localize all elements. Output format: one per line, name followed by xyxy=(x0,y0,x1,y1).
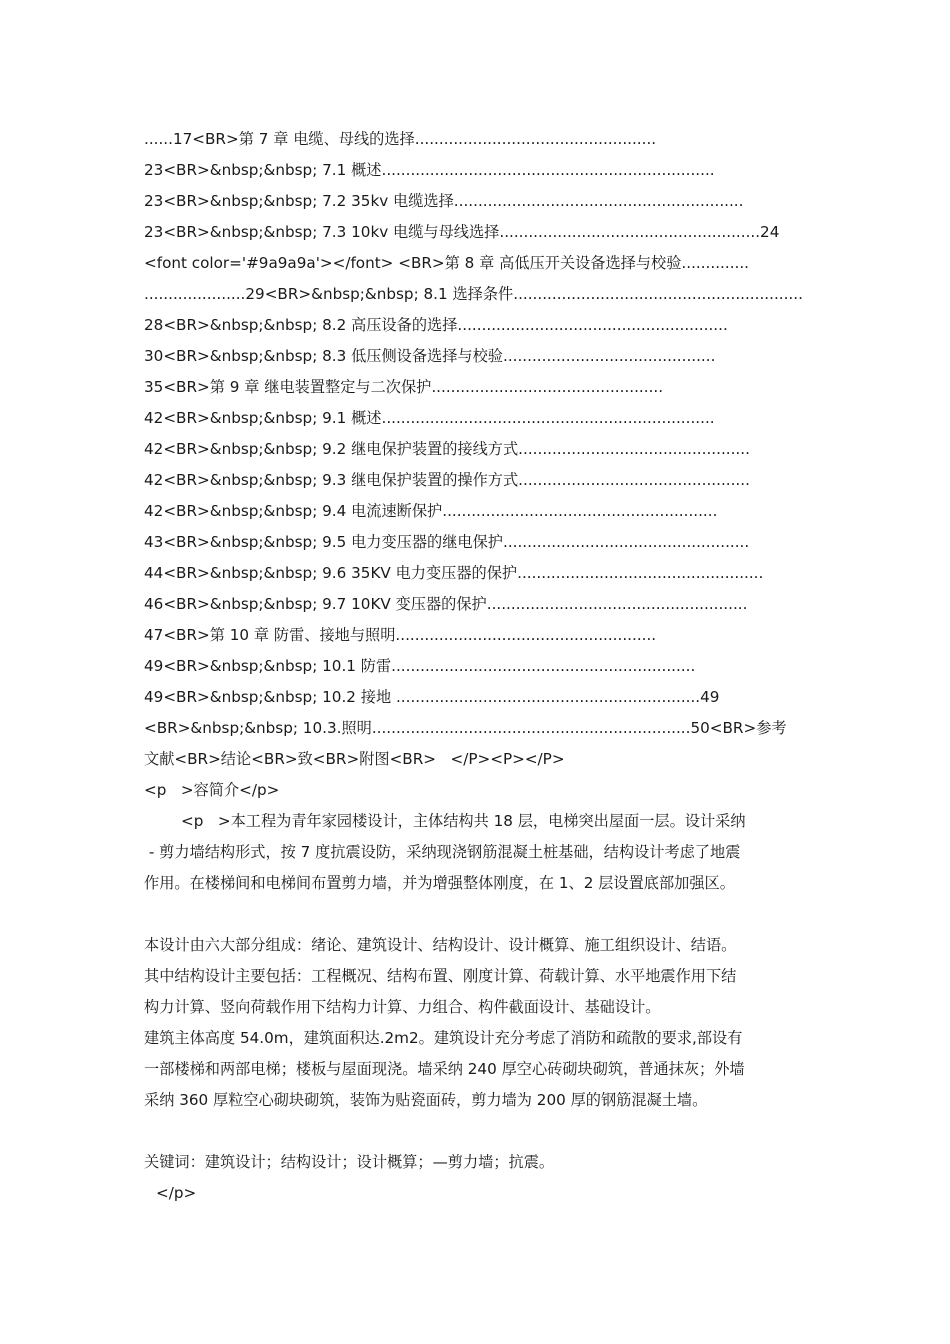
toc-line: 23<BR>&nbsp;&nbsp; 7.1 概述..................................................................... xyxy=(144,161,715,179)
toc-line: 46<BR>&nbsp;&nbsp; 9.7 10KV 变压器的保护...................................................... xyxy=(144,595,748,613)
body-line: 建筑主体高度 54.0m，建筑面积达.2m2。建筑设计充分考虑了消防和疏散的要求,部设有 xyxy=(144,1029,743,1047)
toc-line: 49<BR>&nbsp;&nbsp; 10.2 接地 ...............................................................49 xyxy=(144,688,720,706)
toc-line: .....................29<BR>&nbsp;&nbsp; 8.1 选择条件............................................................ xyxy=(144,285,803,303)
toc-line: <font color='#9a9a9a'></font> <BR>第 8 章 高低压开关设备选择与校验.............. xyxy=(144,254,750,272)
toc-line: 28<BR>&nbsp;&nbsp; 8.2 高压设备的选择........................................................ xyxy=(144,316,728,334)
closing-tag: </p> xyxy=(156,1184,197,1202)
toc-line: 43<BR>&nbsp;&nbsp; 9.5 电力变压器的继电保护................................................... xyxy=(144,533,750,551)
toc-line: 23<BR>&nbsp;&nbsp; 7.3 10kv 电缆与母线选择......................................................24 xyxy=(144,223,780,241)
abstract-line: 作用。在楼梯间和电梯间布置剪力墙，并为增强整体刚度，在 1、2 层设置底部加强区。 xyxy=(144,874,735,892)
toc-line: <BR>&nbsp;&nbsp; 10.3.照明..................................................................50<BR>参考 xyxy=(144,719,787,737)
toc-line: 42<BR>&nbsp;&nbsp; 9.3 继电保护装置的操作方式................................................ xyxy=(144,471,750,489)
body-line: 构力计算、竖向荷载作用下结构力计算、力组合、构件截面设计、基础设计。 xyxy=(144,998,661,1016)
toc-line: 47<BR>第 10 章 防雷、接地与照明...................................................... xyxy=(144,626,657,644)
body-line: 本设计由六大部分组成：绪论、建筑设计、结构设计、设计概算、施工组织设计、结语。 xyxy=(144,936,737,954)
toc-line: 30<BR>&nbsp;&nbsp; 8.3 低压侧设备选择与校验............................................ xyxy=(144,347,716,365)
toc-line: 42<BR>&nbsp;&nbsp; 9.4 电流速断保护......................................................... xyxy=(144,502,718,520)
abstract-line: <p >本工程为青年家园楼设计，主体结构共 18 层，电梯突出屋面一层。设计采纳 xyxy=(181,812,746,830)
toc-line: 49<BR>&nbsp;&nbsp; 10.1 防雷............................................................... xyxy=(144,657,696,675)
toc-line: 文献<BR>结论<BR>致<BR>附图<BR> </P><P></P> xyxy=(144,750,565,768)
body-line: 其中结构设计主要包括：工程概况、结构布置、刚度计算、荷载计算、水平地震作用下结 xyxy=(144,967,737,985)
toc-line: 35<BR>第 9 章 继电装置整定与二次保护................................................ xyxy=(144,378,664,396)
toc-line: 42<BR>&nbsp;&nbsp; 9.1 概述..................................................................... xyxy=(144,409,715,427)
document-page xyxy=(144,124,812,1209)
paragraph-gap xyxy=(144,1116,812,1147)
intro-heading: <p >容简介</p> xyxy=(144,781,280,799)
body-line: 采纳 360 厚粒空心砌块砌筑，装饰为贴瓷面砖，剪力墙为 200 厚的钢筋混凝土墙。 xyxy=(144,1091,708,1109)
keywords-line: 关键词：建筑设计；结构设计；设计概算；—剪力墙；抗震。 xyxy=(144,1153,555,1171)
toc-line: 42<BR>&nbsp;&nbsp; 9.2 继电保护装置的接线方式................................................ xyxy=(144,440,750,458)
toc-line: 23<BR>&nbsp;&nbsp; 7.2 35kv 电缆选择............................................................ xyxy=(144,192,744,210)
toc-line: ......17<BR>第 7 章 电缆、母线的选择.................................................. xyxy=(144,130,657,148)
body-line: 一部楼梯和两部电梯；楼板与屋面现浇。墙采纳 240 厚空心砖砌块砌筑，普通抹灰；外墙 xyxy=(144,1060,745,1078)
abstract-line: - 剪力墙结构形式，按 7 度抗震设防，采纳现浇钢筋混凝土桩基础，结构设计考虑了地震 xyxy=(144,843,741,861)
paragraph-gap xyxy=(144,899,812,930)
toc-line: 44<BR>&nbsp;&nbsp; 9.6 35KV 电力变压器的保护................................................... xyxy=(144,564,764,582)
